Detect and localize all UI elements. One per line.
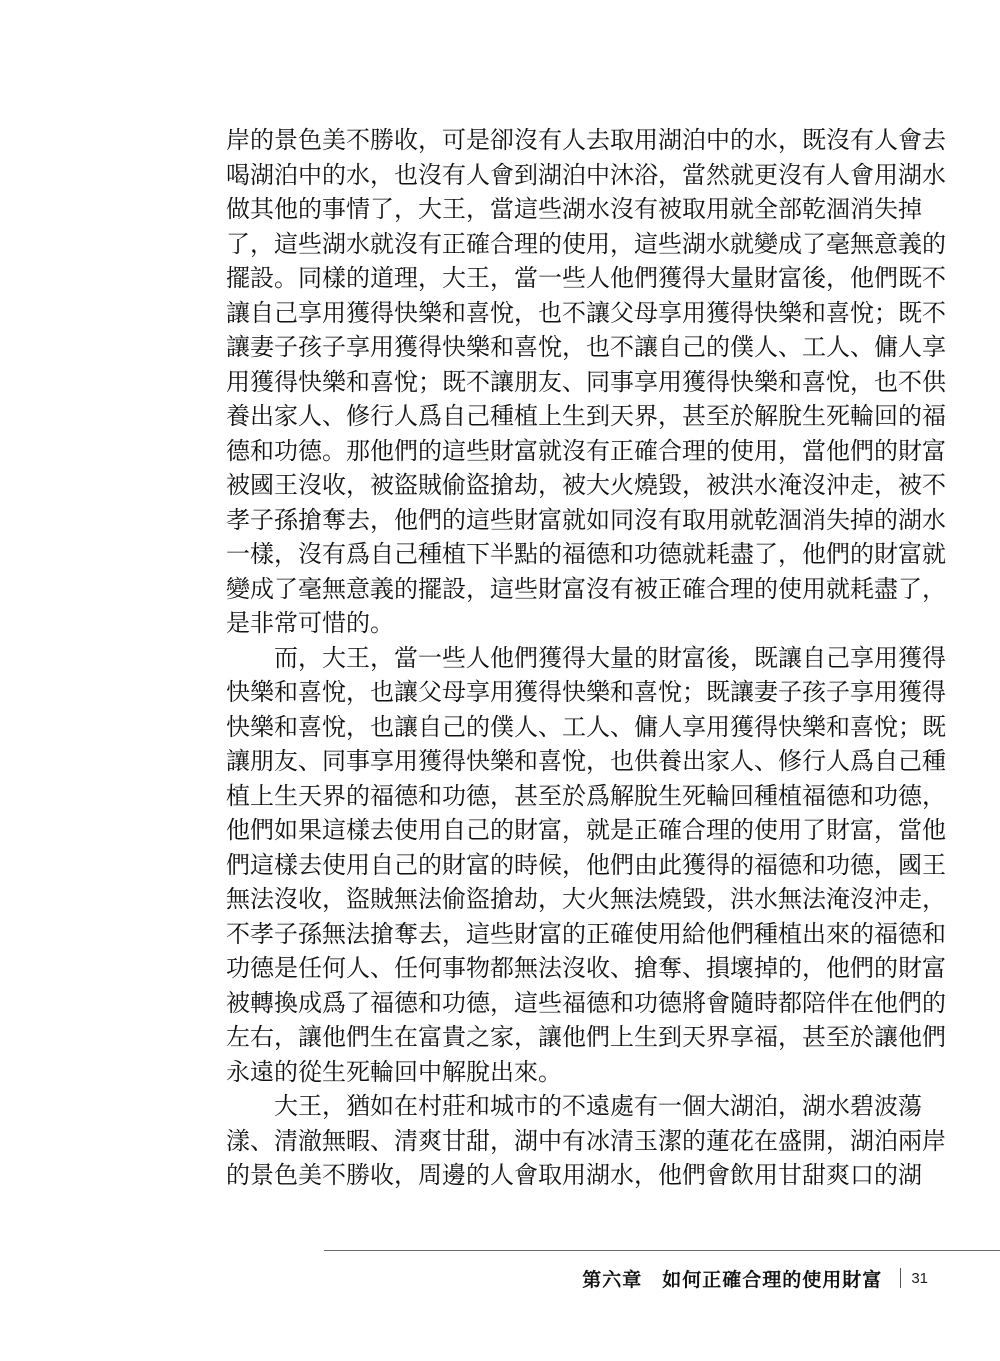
footer-rule — [324, 1250, 1000, 1251]
text-line: 德和功德。那他們的這些財富就沒有正確合理的使用，當他們的財富 — [226, 436, 946, 465]
text-line: 做其他的事情了，大王，當這些湖水沒有被取用就全部乾涸消失掉 — [226, 195, 922, 223]
running-chapter-title: 第六章 如何正確合理的使用財富 — [582, 1268, 883, 1291]
text-line: 喝湖泊中的水，也沒有人會到湖泊中沐浴，當然就更沒有人會用湖水 — [226, 160, 946, 189]
text-line: 們這樣去使用自己的財富的時候，他們由此獲得的福德和功德，國王 — [226, 850, 946, 879]
text-line: 用獲得快樂和喜悅；既不讓朋友、同事享用獲得快樂和喜悅，也不供 — [226, 367, 946, 396]
text-line: 植上生天界的福德和功德，甚至於爲解脫生死輪回種植福德和功德， — [226, 781, 946, 810]
text-line: 而，大王，當一些人他們獲得大量的財富後，既讓自己享用獲得 — [226, 643, 946, 672]
text-line: 是非常可惜的。 — [226, 609, 394, 637]
text-line: 讓朋友、同事享用獲得快樂和喜悅，也供養出家人、修行人爲自己種 — [226, 747, 946, 775]
text-line: 了，這些湖水就沒有正確合理的使用，這些湖水就變成了毫無意義的 — [226, 229, 946, 258]
text-line: 永遠的從生死輪回中解脫出來。 — [226, 1057, 562, 1086]
text-line: 漾、清澈無暇、清爽甘甜，湖中有冰清玉潔的蓮花在盛開，湖泊兩岸 — [226, 1126, 946, 1155]
text-line: 無法沒收，盜賊無法偷盜搶劫，大火無法燒毀，洪水無法淹沒沖走， — [226, 885, 946, 913]
text-line: 左右，讓他們生在富貴之家，讓他們上生到天界享福，甚至於讓他們 — [226, 1023, 946, 1051]
paragraph — [226, 641, 946, 1090]
text-line: 變成了毫無意義的擺設，這些財富沒有被正確合理的使用就耗盡了， — [226, 574, 946, 603]
text-line: 他們如果這樣去使用自己的財富，就是正確合理的使用了財富，當他 — [226, 816, 946, 844]
text-line: 快樂和喜悅，也讓父母享用獲得快樂和喜悅；既讓妻子孩子享用獲得 — [226, 678, 946, 706]
text-line: 孝子孫搶奪去，他們的這些財富就如同沒有取用就乾涸消失掉的湖水 — [226, 505, 946, 534]
page-number: 31 — [911, 1269, 928, 1287]
text-line: 被國王沒收，被盜賊偷盜搶劫，被大火燒毀，被洪水淹沒沖走，被不 — [226, 471, 946, 499]
text-line: 一樣，沒有爲自己種植下半點的福德和功德就耗盡了，他們的財富就 — [226, 540, 946, 568]
text-line: 岸的景色美不勝收，可是卻沒有人去取用湖泊中的水，既沒有人會去 — [226, 126, 946, 154]
text-line: 讓妻子孩子享用獲得快樂和喜悅，也不讓自己的僕人、工人、傭人享 — [226, 333, 946, 361]
text-line: 不孝子孫無法搶奪去，這些財富的正確使用給他們種植出來的福德和 — [226, 919, 946, 948]
paragraph — [226, 1089, 946, 1193]
footer-divider — [900, 1268, 901, 1288]
text-line: 大王，猶如在村莊和城市的不遠處有一個大湖泊，湖水碧波蕩 — [226, 1092, 922, 1120]
paragraph — [226, 123, 946, 641]
body-text — [226, 123, 946, 1193]
page-footer — [582, 1266, 928, 1290]
text-line: 的景色美不勝收，周邊的人會取用湖水，他們會飲用甘甜爽口的湖 — [226, 1161, 922, 1189]
text-line: 擺設。同樣的道理，大王，當一些人他們獲得大量財富後，他們既不 — [226, 264, 946, 292]
text-line: 快樂和喜悅，也讓自己的僕人、工人、傭人享用獲得快樂和喜悅；既 — [226, 712, 946, 741]
text-line: 被轉換成爲了福德和功德，這些福德和功德將會隨時都陪伴在他們的 — [226, 988, 946, 1017]
text-line: 養出家人、修行人爲自己種植上生到天界，甚至於解脫生死輪回的福 — [226, 402, 946, 430]
text-line: 讓自己享用獲得快樂和喜悅，也不讓父母享用獲得快樂和喜悅；既不 — [226, 298, 946, 327]
text-line: 功德是任何人、任何事物都無法沒收、搶奪、損壞掉的，他們的財富 — [226, 954, 946, 982]
